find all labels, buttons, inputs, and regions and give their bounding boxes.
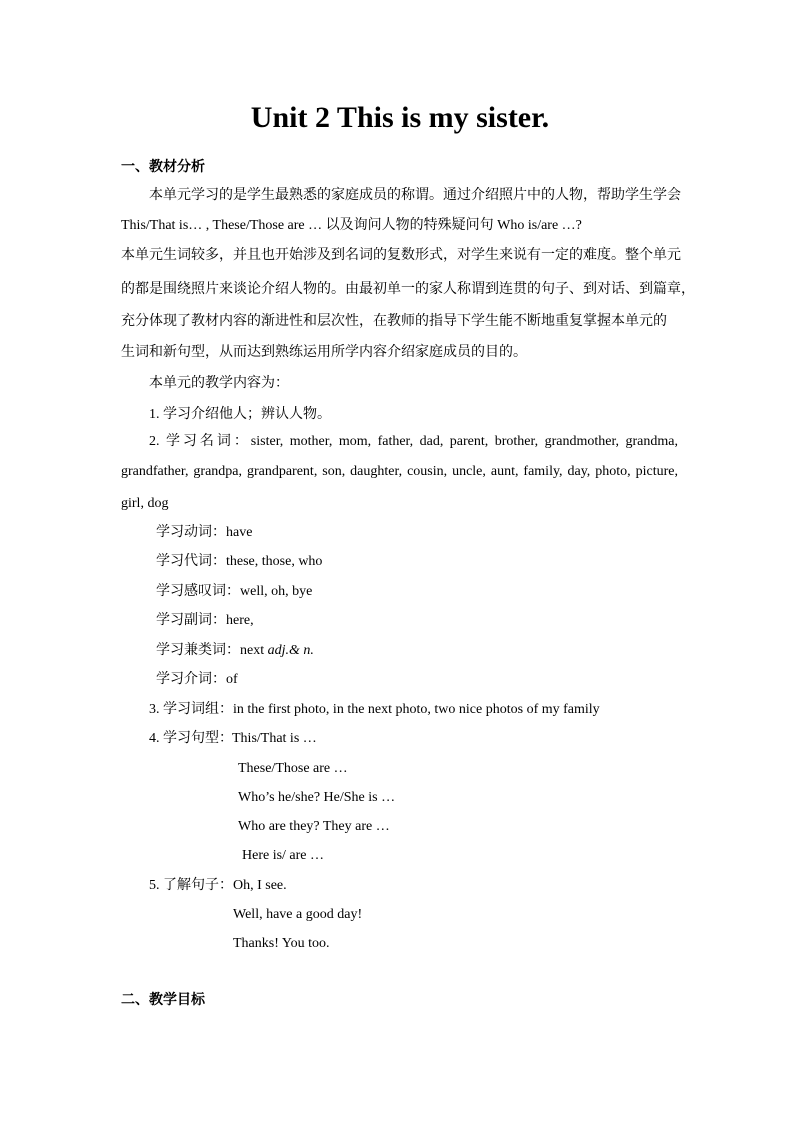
list-item [121, 432, 678, 452]
paragraph-line: 本单元学习的是学生最熟悉的家庭成员的称谓。通过介绍照片中的人物，帮助学生学会 [149, 188, 681, 203]
phrases-line: 3. 学习词组：in the first photo, in the next photo, two nice photos of my family [149, 702, 600, 717]
sentence-pattern: Who’s he/she? He/She is … [238, 790, 396, 805]
nouns-line: girl, dog [121, 496, 169, 511]
sentence: Thanks! You too. [233, 936, 330, 951]
paragraph-line: This/That is… , These/Those are … 以及询问人物的特殊疑问句 Who is/are …? [121, 218, 582, 233]
prepositions-line: 学习介词：of [156, 672, 238, 687]
pronouns-line: 学习代词：these, those, who [156, 554, 323, 569]
paragraph-line: 的都是围绕照片来谈论介绍人物的。由最初单一的家人称谓到连贯的句子、到对话、到篇章， [121, 282, 695, 297]
nouns-line: grandfather, grandpa, grandparent, son, daughter, cousin, uncle, aunt, family, day, photo, picture, [121, 464, 678, 479]
sentence: Oh, I see. [233, 878, 287, 893]
multi-class-words-line [156, 641, 314, 661]
paragraph-line: 生词和新句型，从而达到熟练运用所学内容介绍家庭成员的目的。 [121, 345, 527, 360]
nouns-line: 2. 学习名词：sister, mother, mom, father, dad, parent, brother, grandmother, grandma, [149, 434, 678, 449]
sentence-pattern: This/That is … [232, 731, 317, 746]
content-intro: 本单元的教学内容为： [149, 376, 289, 391]
sentences-label: 5. 了解句子： [149, 878, 233, 893]
verbs-line: 学习动词：have [156, 525, 253, 540]
part-of-speech-note: adj.& n. [267, 643, 314, 658]
adverbs-line: 学习副词：here, [156, 613, 254, 628]
section-heading-analysis: 一、教材分析 [121, 160, 205, 175]
sentence: Well, have a good day! [233, 907, 363, 922]
sentence-pattern: These/Those are … [238, 761, 348, 776]
paragraph-line: 充分体现了教材内容的渐进性和层次性，在教师的指导下学生能不断地重复掌握本单元的 [121, 314, 667, 329]
list-item-continued [121, 462, 678, 482]
document-title: Unit 2 This is my sister. [250, 101, 550, 134]
sentence-patterns-label: 4. 学习句型： [149, 731, 233, 746]
section-heading-objectives: 二、教学目标 [121, 993, 205, 1008]
paragraph-line: 本单元生词较多，并且也开始涉及到名词的复数形式，对学生来说有一定的难度。整个单元 [121, 248, 681, 263]
multi-class-label: 学习兼类词：next [156, 643, 268, 658]
sentence-pattern: Here is/ are … [242, 848, 325, 863]
interjections-line: 学习感叹词：well, oh, bye [156, 584, 313, 599]
sentence-pattern: Who are they? They are … [238, 819, 390, 834]
list-item: 1. 学习介绍他人；辨认人物。 [149, 407, 331, 422]
